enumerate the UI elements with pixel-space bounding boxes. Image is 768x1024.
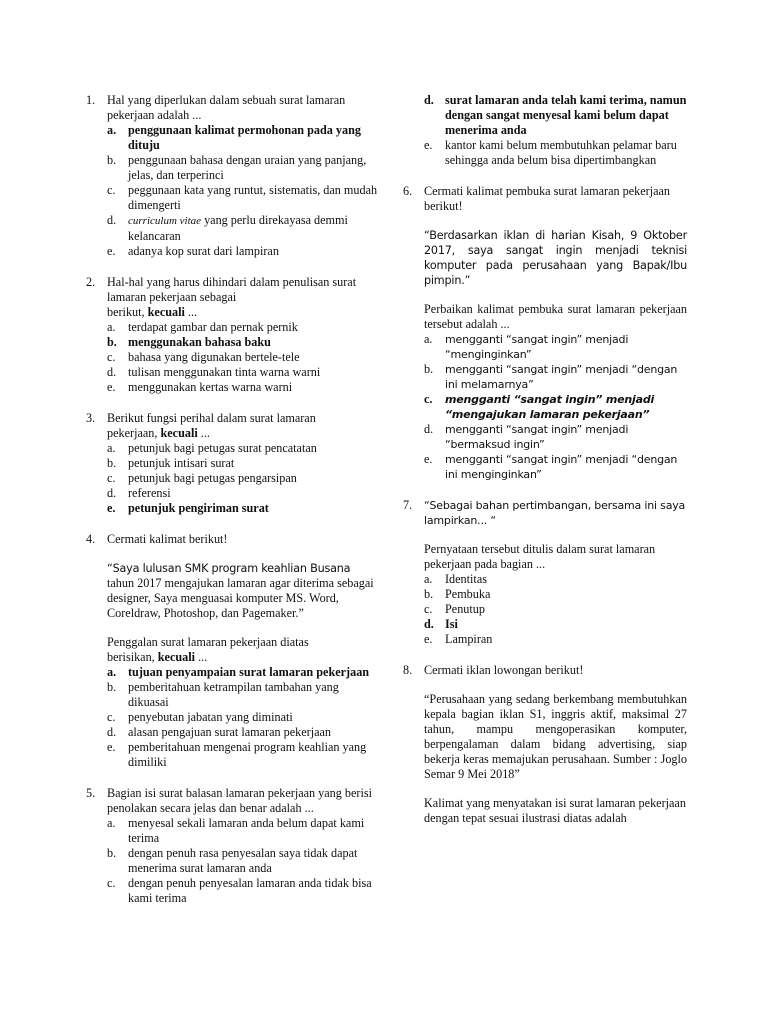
option-e <box>424 452 687 482</box>
option-c <box>107 876 378 906</box>
option-list <box>424 93 687 168</box>
option-d <box>107 213 378 244</box>
option-text: penyebutan jabatan yang diminati <box>128 710 293 724</box>
option-letter: b. <box>107 846 117 860</box>
question-stem-2: Perbaikan kalimat pembuka surat lamaran pekerjaan tersebut adalah ... <box>424 302 687 331</box>
stem-text: ... <box>184 305 198 319</box>
option-letter: a. <box>107 123 117 137</box>
option-letter: e. <box>424 452 433 466</box>
stem-text: ... <box>197 426 210 440</box>
quoted-passage: “Perusahaan yang sedang berkembang membutuhkan kepala bagian iklan S1, inggris aktif, maksimal 27 tahun, mampu mengoperasikan komputer, berpengalaman dalam bidang advertising, siap bekerja keras memajukan perusahaan. Sumber : Joglo Semar 9 Mei 2018” <box>424 692 687 781</box>
option-e <box>107 501 378 516</box>
question-stem-2: Kalimat yang menyatakan isi surat lamaran pekerjaan dengan tepat sesuai ilustrasi diatas adalah <box>424 796 686 825</box>
option-text: mengganti “sangat ingin” menjadi “mengajukan lamaran pekerjaan” <box>445 393 655 421</box>
question-4 <box>86 532 378 770</box>
question-number: 7. <box>403 498 413 512</box>
option-b <box>107 456 378 471</box>
option-b <box>107 335 378 350</box>
option-letter: e. <box>107 244 116 258</box>
option-letter: b. <box>107 680 117 694</box>
question-stem-3 <box>107 650 378 665</box>
option-c <box>107 183 378 213</box>
option-a <box>424 332 687 362</box>
question-number: 8. <box>403 663 413 677</box>
option-e <box>107 244 378 259</box>
question-number: 2. <box>86 275 96 289</box>
stem-text: berikut, <box>107 305 148 319</box>
question-stem-line-2 <box>107 426 378 441</box>
question-stem: Cermati kalimat pembuka surat lamaran pekerjaan berikut! <box>424 184 671 213</box>
option-d <box>107 365 378 380</box>
quote-line: “Saya lulusan SMK program keahlian Busana <box>107 562 351 575</box>
question-stem: Cermati kalimat berikut! <box>107 532 228 546</box>
option-e <box>107 740 378 770</box>
option-letter: b. <box>107 456 117 470</box>
question-stem: Hal-hal yang harus dihindari dalam penulisan surat lamaran pekerjaan sebagai <box>107 275 357 304</box>
option-a <box>107 665 378 680</box>
option-c <box>107 350 378 365</box>
option-a <box>424 572 687 587</box>
option-e <box>107 380 378 395</box>
option-text: penggunaan bahasa dengan uraian yang panjang, jelas, dan terperinci <box>128 153 367 182</box>
option-letter: d. <box>424 422 434 436</box>
option-text: mengganti “sangat ingin” menjadi “menginginkan” <box>445 333 629 361</box>
option-list <box>107 320 378 395</box>
keyword-kecuali: kecuali <box>157 650 196 664</box>
option-text: petunjuk intisari surat <box>128 456 235 470</box>
keyword-kecuali: kecuali <box>147 305 185 319</box>
option-list <box>107 441 378 516</box>
option-letter: a. <box>424 332 433 346</box>
option-c <box>424 392 687 422</box>
stem-text: berisikan, <box>107 650 158 664</box>
quoted-passage: “Berdasarkan iklan di harian Kisah, 9 Oktober 2017, saya sangat ingin menjadi teknisi komputer pada perusahaan yang Bapak/Ibu pimpin.” <box>424 229 687 287</box>
option-text: alasan pengajuan surat lamaran pekerjaan <box>128 725 332 739</box>
option-letter: e. <box>424 138 433 152</box>
option-a <box>107 816 378 846</box>
option-a <box>107 123 378 153</box>
option-text: menggunakan bahasa baku <box>128 335 271 349</box>
option-letter: e. <box>107 380 116 394</box>
question-stem: Bagian isi surat balasan lamaran pekerjaan yang berisi penolakan secara jelas dan benar adalah ... <box>107 786 372 815</box>
option-b <box>424 587 687 602</box>
option-text: tulisan menggunakan tinta warna warni <box>128 365 321 379</box>
question-2 <box>86 275 378 395</box>
option-d <box>424 617 687 632</box>
option-list <box>424 332 687 482</box>
option-text: Isi <box>445 617 458 631</box>
option-letter: c. <box>107 183 116 197</box>
question-5 <box>86 786 378 906</box>
option-text: petunjuk pengiriman surat <box>128 501 269 515</box>
question-stem-2: Penggalan surat lamaran pekerjaan diatas <box>107 635 309 649</box>
option-b <box>107 680 378 710</box>
option-d <box>107 486 378 501</box>
option-letter: c. <box>424 392 433 406</box>
option-text: referensi <box>128 486 171 500</box>
option-letter: c. <box>107 876 116 890</box>
option-letter: b. <box>424 362 434 376</box>
option-b <box>107 846 378 876</box>
option-letter: d. <box>107 486 117 500</box>
option-text: bahasa yang digunakan bertele-tele <box>128 350 300 364</box>
stem-text: ... <box>195 650 208 664</box>
option-text: penggunaan kalimat permohonan pada yang dituju <box>128 123 361 152</box>
quoted-passage <box>107 561 378 621</box>
option-letter: b. <box>424 587 434 601</box>
option-letter: d. <box>424 93 434 107</box>
option-b <box>424 362 687 392</box>
option-letter: c. <box>424 602 433 616</box>
option-text: dengan penuh rasa penyesalan saya tidak dapat menerima surat lamaran anda <box>128 846 358 875</box>
question-7 <box>403 498 687 647</box>
option-text: menggunakan kertas warna warni <box>128 380 293 394</box>
option-letter: c. <box>107 350 116 364</box>
option-c <box>107 710 378 725</box>
question-number: 3. <box>86 411 96 425</box>
question-stem-2: Pernyataan tersebut ditulis dalam surat lamaran pekerjaan pada bagian ... <box>424 542 656 571</box>
question-stem: Berikut fungsi perihal dalam surat lamaran <box>107 411 316 425</box>
question-number: 4. <box>86 532 96 546</box>
option-letter: d. <box>107 213 117 227</box>
left-column <box>86 93 378 922</box>
question-3 <box>86 411 378 516</box>
option-b <box>107 153 378 183</box>
question-8 <box>403 663 687 826</box>
option-e <box>424 138 687 168</box>
option-a <box>107 441 378 456</box>
question-1 <box>86 93 378 259</box>
option-text: Penutup <box>445 602 485 616</box>
question-5-continued <box>403 93 687 168</box>
option-text: yang perlu direkayasa demmi kelancaran <box>128 213 348 243</box>
option-list <box>107 123 378 259</box>
option-letter: c. <box>107 710 116 724</box>
question-stem: Cermati iklan lowongan berikut! <box>424 663 584 677</box>
question-stem: Hal yang diperlukan dalam sebuah surat lamaran pekerjaan adalah ... <box>107 93 346 122</box>
option-letter: a. <box>107 320 116 334</box>
option-text: kantor kami belum membutuhkan pelamar baru sehingga anda belum bisa dipertimbangkan <box>445 138 677 167</box>
option-text-italic: curriculum vitae <box>128 215 202 227</box>
question-6 <box>403 184 687 482</box>
option-d <box>107 725 378 740</box>
option-text: Pembuka <box>445 587 491 601</box>
option-text: menyesal sekali lamaran anda belum dapat kami terima <box>128 816 365 845</box>
option-text: petunjuk bagi petugas pengarsipan <box>128 471 297 485</box>
option-letter: a. <box>424 572 433 586</box>
stem-text: pekerjaan, <box>107 426 161 440</box>
question-number: 1. <box>86 93 96 107</box>
question-number: 5. <box>86 786 96 800</box>
option-letter: e. <box>107 501 116 515</box>
option-text: pemberitahuan mengenai program keahlian yang dimiliki <box>128 740 367 769</box>
option-letter: d. <box>424 617 434 631</box>
question-stem-line-2 <box>107 305 378 320</box>
option-list <box>107 816 378 906</box>
option-letter: b. <box>107 153 117 167</box>
option-letter: d. <box>107 365 117 379</box>
option-c <box>107 471 378 486</box>
option-text: tujuan penyampaian surat lamaran pekerjaan <box>128 665 370 679</box>
option-text: dengan penuh penyesalan lamaran anda tidak bisa kami terima <box>128 876 372 905</box>
option-letter: a. <box>107 441 116 455</box>
quote-close: ” <box>298 606 304 620</box>
option-list <box>107 665 378 770</box>
option-text: Identitas <box>445 572 487 586</box>
option-text: mengganti “sangat ingin” menjadi “dengan ini menginginkan” <box>445 453 678 481</box>
option-letter: b. <box>107 335 117 349</box>
question-number: 6. <box>403 184 413 198</box>
question-stem: “Sebagai bahan pertimbangan, bersama ini saya lampirkan... “ <box>424 499 686 527</box>
option-letter: e. <box>424 632 433 646</box>
option-text: peggunaan kata yang runtut, sistematis, dan mudah dimengerti <box>128 183 378 212</box>
right-column <box>403 93 687 842</box>
option-letter: c. <box>107 471 116 485</box>
option-text: petunjuk bagi petugas surat pencatatan <box>128 441 317 455</box>
option-letter: a. <box>107 816 116 830</box>
option-text: adanya kop surat dari lampiran <box>128 244 279 258</box>
option-text: terdapat gambar dan pernak pernik <box>128 320 298 334</box>
option-d <box>424 422 687 452</box>
option-d <box>424 93 687 138</box>
option-list <box>424 572 687 647</box>
option-text: Lampiran <box>445 632 493 646</box>
option-text: surat lamaran anda telah kami terima, namun dengan sangat menyesal kami belum dapat menerima anda <box>445 93 687 137</box>
option-a <box>107 320 378 335</box>
option-letter: a. <box>107 665 117 679</box>
option-letter: e. <box>107 740 116 754</box>
keyword-kecuali: kecuali <box>160 426 198 440</box>
option-e <box>424 632 687 647</box>
quote-text: tahun 2017 mengajukan lamaran agar diterima sebagai designer, Saya menguasai komputer MS. Word, Coreldraw, Photoshop, dan Pagemaker. <box>107 576 374 620</box>
option-c <box>424 602 687 617</box>
option-letter: d. <box>107 725 117 739</box>
option-text: mengganti “sangat ingin” menjadi “bermaksud ingin” <box>445 423 629 451</box>
option-text: mengganti “sangat ingin” menjadi “dengan ini melamarnya” <box>445 363 678 391</box>
option-text: pemberitahuan ketrampilan tambahan yang dikuasai <box>128 680 339 709</box>
